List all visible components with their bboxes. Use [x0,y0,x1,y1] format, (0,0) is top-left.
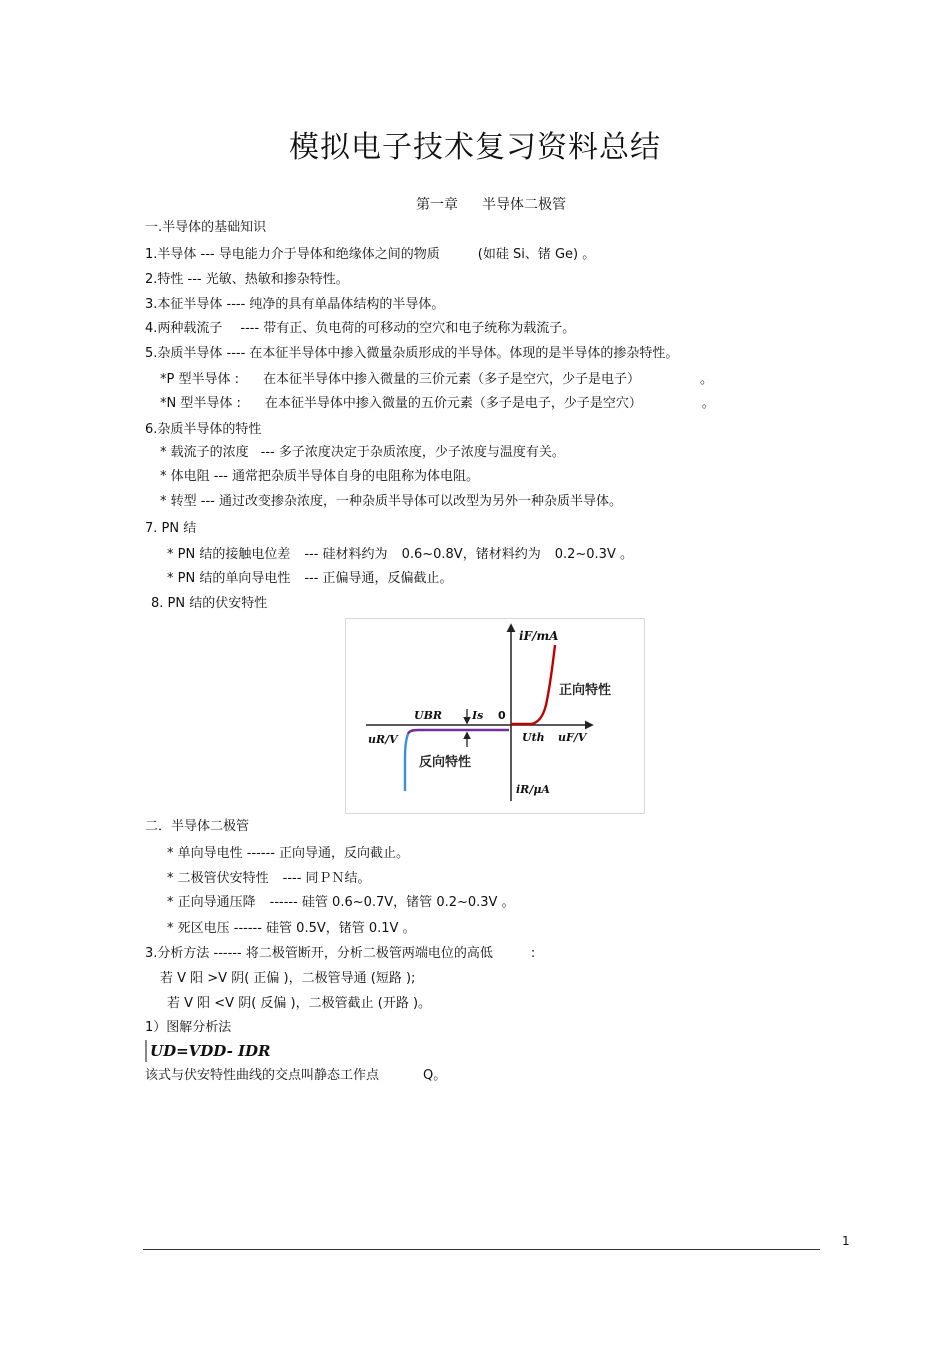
forward-label: 正向特性 [559,683,612,698]
y-top-label: iF/mA [519,629,559,643]
breakdown-curve [405,734,408,791]
iv-curve-svg [346,619,644,813]
forward-curve [511,645,555,724]
list-item: * PN 结的单向导电性 --- 正偏导通，反偏截止。 [167,571,453,586]
list-item: 1）图解分析法 [145,1020,232,1035]
is-label: Is [472,709,484,722]
origin-label: 0 [498,709,506,722]
list-item: * PN 结的接触电位差 --- 硅材料约为 0.6~0.8V，锗材料约为 0.2~0.3V 。 [167,547,633,562]
footer-rule [143,1249,820,1250]
reverse-saturation-curve [408,730,509,734]
y-bottom-label: iR/μA [516,783,550,796]
list-item: * 死区电压 ------ 硅管 0.5V，锗管 0.1V 。 [167,921,416,936]
page-number: 1 [842,1234,850,1248]
list-item: * 单向导电性 ------ 正向导通，反向截止。 [167,846,410,861]
ubr-label: UBR [414,709,443,722]
list-item: * 转型 --- 通过改变掺杂浓度，一种杂质半导体可以改型为另外一种杂质半导体。 [160,494,622,509]
list-item: * 体电阻 --- 通常把杂质半导体自身的电阻称为体电阻。 [160,469,479,484]
list-item: 若 V 阳 >V 阴( 正偏 )，二极管导通 (短路 ); [160,971,416,986]
list-item: 该式与伏安特性曲线的交点叫静态工作点 Q。 [145,1068,447,1083]
chapter-label: 第一章 [416,197,458,213]
list-item: *P 型半导体 : 在本征半导体中掺入微量的三价元素（多子是空穴，少子是电子） 。 [160,372,714,387]
x-right-label: uF/V [558,731,587,744]
uth-label: Uth [522,731,545,744]
list-item: 3.分析方法 ------ 将二极管断开，分析二极管两端电位的高低 : [145,946,536,961]
section2-heading: 二．半导体二极管 [145,819,250,834]
document-title: 模拟电子技术复习资料总结 [289,130,661,165]
section1-heading: 一.半导体的基础知识 [145,220,267,235]
list-item: 1.半导体 --- 导电能力介于导体和绝缘体之间的物质 (如硅 Si、锗 Ge) 。 [145,247,596,262]
list-item: * 正向导通压降 ------ 硅管 0.6~0.7V，锗管 0.2~0.3V 。 [167,895,515,910]
formula: UD=VDD- IDR [145,1040,271,1062]
list-item: *N 型半导体 : 在本征半导体中掺入微量的五价元素（多子是电子，少子是空穴） 。 [160,396,715,411]
list-item: 8. PN 结的伏安特性 [151,596,268,611]
list-item: 3.本征半导体 ---- 纯净的具有单晶体结构的半导体。 [145,297,445,312]
chapter-heading [416,194,566,214]
list-item: * 二极管伏安特性 ---- 同ＰＮ结。 [167,871,371,886]
list-item: 6.杂质半导体的特性 [145,422,262,437]
list-item: 若 V 阳 <V 阴( 反偏 )，二极管截止 (开路 )。 [167,996,432,1011]
list-item: 2.特性 --- 光敏、热敏和掺杂特性。 [145,272,349,287]
list-item: 7. PN 结 [145,521,197,536]
list-item: * 载流子的浓度 --- 多子浓度决定于杂质浓度，少子浓度与温度有关。 [160,445,565,460]
chapter-name: 半导体二极管 [482,197,566,213]
reverse-label: 反向特性 [419,755,472,770]
pn-iv-figure [345,618,645,814]
list-item: 5.杂质半导体 ---- 在本征半导体中掺入微量杂质形成的半导体。体现的是半导体的掺杂特性。 [145,346,679,361]
x-left-label: uR/V [368,733,398,746]
list-item: 4.两种载流子 ---- 带有正、负电荷的可移动的空穴和电子统称为载流子。 [145,321,576,336]
